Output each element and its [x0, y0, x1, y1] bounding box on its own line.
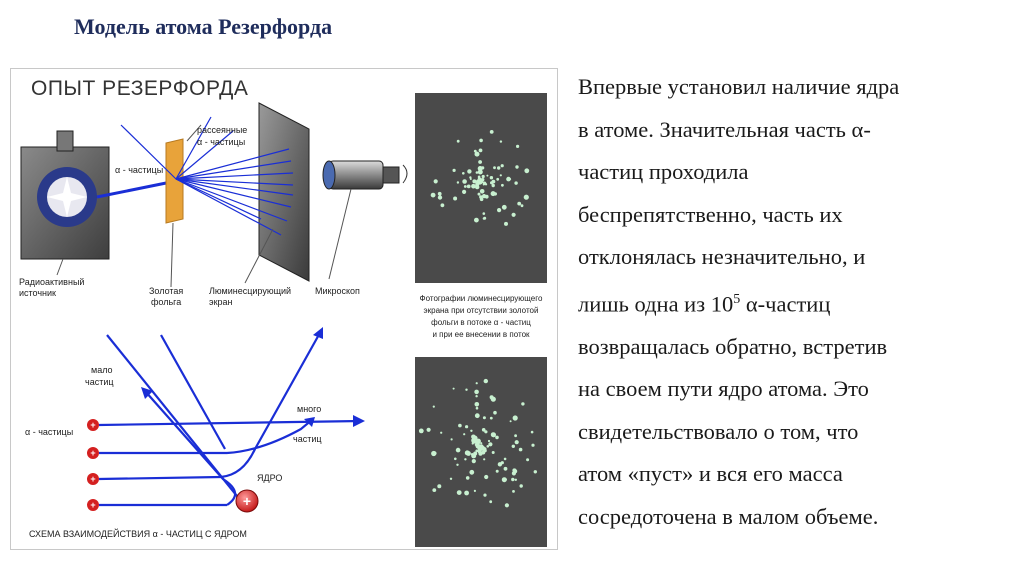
- scintillation-dot: [494, 192, 497, 195]
- scintillation-dot: [497, 166, 500, 169]
- scintillation-dot: [479, 195, 483, 199]
- scintillation-dot: [464, 185, 467, 188]
- label-alpha-beam: α - частицы: [115, 165, 164, 175]
- scintillation-dot: [512, 468, 516, 472]
- label-few-1: мало: [91, 365, 113, 375]
- scintillation-dot: [480, 446, 485, 451]
- scintillation-dot: [478, 160, 482, 164]
- label-foil-1: Золотая: [149, 286, 184, 296]
- scintillation-dot: [483, 217, 486, 220]
- scintillation-dot: [517, 202, 521, 206]
- scintillation-dot: [512, 213, 516, 217]
- label-screen-1: Люминесцирующий: [209, 286, 292, 296]
- scintillation-dot: [500, 140, 502, 142]
- scintillation-dot: [493, 411, 497, 415]
- scheme-caption: СХЕМА ВЗАИМОДЕЙСТВИЯ α - ЧАСТИЦ С ЯДРОМ: [29, 529, 247, 539]
- scintillation-dot: [450, 478, 452, 480]
- photo-caption-3: фольги в потоке α - частиц: [431, 318, 531, 327]
- scintillation-dot: [524, 195, 529, 200]
- scintillation-dot: [472, 439, 477, 444]
- scintillation-dot: [519, 448, 523, 452]
- scintillation-dot: [478, 176, 481, 179]
- scintillation-dot: [498, 462, 502, 466]
- scintillation-dot: [475, 152, 480, 157]
- text-line: на своем пути ядро атома. Это: [578, 376, 869, 401]
- scintillation-dot: [484, 475, 488, 479]
- scintillation-dot: [453, 388, 455, 390]
- scintillation-dot: [504, 467, 508, 471]
- scintillation-dot: [515, 440, 519, 444]
- scintillation-dot: [434, 179, 438, 183]
- scintillation-dot: [492, 184, 495, 187]
- scintillation-dot: [465, 389, 467, 391]
- nucleus-plus: +: [242, 493, 252, 509]
- plus-1: +: [90, 420, 96, 430]
- plus-4: +: [90, 500, 96, 510]
- text-line: беспрепятственно, часть их: [578, 201, 843, 227]
- scintillation-dot: [488, 442, 492, 446]
- label-many-1: много: [297, 404, 322, 414]
- scintillation-dot: [481, 178, 484, 181]
- scintillation-dot: [526, 458, 529, 461]
- scintillation-dot: [453, 169, 456, 172]
- scintillation-dot: [509, 178, 511, 180]
- scintillation-dot: [483, 458, 485, 460]
- scintillation-dot: [483, 212, 486, 215]
- text-fragment: лишь одна из 10: [578, 291, 734, 316]
- scintillation-dot: [431, 193, 436, 198]
- scintillation-dot: [495, 436, 499, 440]
- scintillation-dot: [521, 402, 524, 405]
- scintillation-dot: [504, 458, 507, 461]
- scintillation-dot: [534, 470, 537, 473]
- scintillation-dot: [483, 416, 486, 419]
- scintillation-dot: [438, 192, 442, 196]
- scintillation-dot: [457, 490, 462, 495]
- scintillation-dot: [466, 476, 470, 480]
- text-line: отклонялась незначительно, и: [578, 244, 866, 269]
- scintillation-dot: [493, 166, 496, 169]
- scintillation-dot: [521, 204, 524, 207]
- scintillation-dot: [464, 458, 466, 460]
- scintillation-dot: [482, 428, 486, 432]
- scintillation-dot: [504, 222, 508, 226]
- scintillation-dot: [451, 438, 453, 440]
- scintillation-dot: [512, 490, 515, 493]
- scintillation-dot: [474, 490, 476, 492]
- scintillation-dot: [471, 184, 476, 189]
- scintillation-dot: [515, 165, 518, 168]
- scintillation-dot: [502, 205, 507, 210]
- scintillation-dot: [457, 181, 459, 183]
- scintillation-dot: [419, 429, 424, 434]
- scintillation-dot: [457, 140, 460, 143]
- plus-2: +: [90, 448, 96, 458]
- scintillation-dot: [456, 464, 458, 466]
- scintillation-dot: [467, 185, 471, 189]
- scintillation-dot: [520, 484, 523, 487]
- rutherford-experiment-figure: [10, 68, 558, 550]
- scintillation-dot: [512, 445, 515, 448]
- label-scattered-1: рассеянные: [197, 125, 248, 135]
- scintillation-dot: [490, 417, 493, 420]
- scintillation-dot: [479, 149, 483, 153]
- interaction-scheme: [99, 331, 361, 505]
- text-line-powers: [578, 279, 1008, 326]
- scintillation-dot: [496, 178, 499, 181]
- scintillation-dot: [454, 458, 457, 461]
- scintillation-dot: [491, 397, 496, 402]
- photo-caption-1: Фотографии люминесцирующего: [419, 294, 543, 303]
- scintillation-dot: [458, 424, 462, 428]
- scintillation-dot: [514, 434, 517, 437]
- text-line: сосредоточена в малом объеме.: [578, 503, 879, 529]
- scintillation-dot: [490, 176, 493, 179]
- scintillation-dot: [490, 130, 494, 134]
- scintillation-dot: [482, 175, 485, 178]
- body-text: [578, 66, 1008, 538]
- text-line: свидетельствовало о том, что: [578, 418, 859, 444]
- text-line: Впервые установил наличие ядра: [578, 74, 900, 99]
- scintillation-dot: [492, 180, 496, 184]
- scintillation-dot: [476, 407, 479, 410]
- scintillation-dot: [466, 451, 471, 456]
- scintillation-dot: [472, 459, 476, 463]
- scintillation-dot: [456, 448, 461, 453]
- label-microscope: Микроскоп: [315, 286, 360, 296]
- scintillation-dot: [462, 172, 465, 175]
- radioactive-source: [21, 131, 109, 259]
- scintillation-dot: [501, 184, 504, 187]
- scintillation-dot: [478, 193, 481, 196]
- scintillation-dot: [488, 440, 490, 442]
- label-nucleus: ЯДРО: [257, 473, 283, 483]
- scintillation-dot: [432, 488, 436, 492]
- scintillation-dot: [491, 432, 496, 437]
- label-source-2: источник: [19, 288, 56, 298]
- scintillation-dot: [462, 190, 466, 194]
- scintillation-dot: [474, 390, 479, 395]
- scintillation-dot: [486, 175, 488, 177]
- scintillation-dot: [476, 171, 479, 174]
- scintillation-dot: [478, 166, 483, 171]
- scintillation-dot: [531, 444, 534, 447]
- label-screen-2: экран: [209, 297, 233, 307]
- scintillation-dot: [484, 379, 488, 383]
- scintillation-dot: [475, 185, 479, 189]
- scintillation-dot: [505, 479, 507, 481]
- scintillation-dot: [511, 478, 514, 481]
- scintillation-dot: [516, 145, 519, 148]
- photo-caption-4: и при ее внесении в поток: [432, 330, 530, 339]
- scintillation-dot: [462, 179, 467, 184]
- scintillation-dot: [478, 442, 480, 444]
- text-fragment: α-частиц: [740, 291, 831, 316]
- photo-caption-2: экрана при отсутствии золотой: [423, 306, 539, 315]
- scintillation-dot: [463, 433, 465, 435]
- scintillation-dot: [510, 420, 512, 422]
- scintillation-dot: [475, 413, 480, 418]
- label-source-1: Радиоактивный: [19, 277, 85, 287]
- scintillation-dot: [531, 431, 534, 434]
- scintillation-dot: [489, 500, 492, 503]
- scintillation-dot: [475, 402, 480, 407]
- scintillation-dot: [464, 491, 469, 496]
- scintillation-dot: [469, 470, 474, 475]
- slide-title: Модель атома Резерфорда: [74, 14, 333, 39]
- scintillation-dot: [470, 178, 472, 180]
- experiment-diagram: [11, 69, 557, 549]
- photo-without-foil: [415, 93, 547, 283]
- text-line: частиц проходила: [578, 159, 749, 184]
- scintillation-dot: [500, 174, 502, 176]
- scintillation-dot: [497, 208, 501, 212]
- scintillation-dot: [467, 169, 471, 173]
- scintillation-dot: [514, 181, 517, 184]
- scintillation-dot: [483, 494, 486, 497]
- scintillation-dot: [485, 183, 487, 185]
- scintillation-dot: [482, 195, 484, 197]
- plus-3: +: [90, 474, 96, 484]
- scintillation-dot: [427, 428, 431, 432]
- scintillation-dot: [492, 451, 495, 454]
- scintillation-dot: [441, 203, 445, 207]
- scintillation-dot: [465, 425, 468, 428]
- scintillation-dot: [479, 139, 483, 143]
- text-line: атом «пуст» и вся его масса: [578, 461, 843, 486]
- scintillation-dot: [505, 503, 509, 507]
- scintillation-dot: [470, 430, 472, 432]
- scintillation-dot: [438, 195, 442, 199]
- label-foil-2: фольга: [151, 297, 182, 307]
- text-line: возвращалась обратно, встретив: [578, 333, 888, 359]
- figure-heading: ОПЫТ РЕЗЕРФОРДА: [31, 77, 249, 100]
- scintillation-dot: [472, 179, 476, 183]
- text-line: в атоме. Значительная часть α-: [578, 116, 871, 142]
- label-many-2: частиц: [293, 434, 322, 444]
- luminescent-screen: [259, 103, 309, 281]
- scintillation-dot: [496, 470, 499, 473]
- microscope: [323, 161, 407, 189]
- scintillation-dot: [437, 484, 441, 488]
- scintillation-dot: [440, 432, 442, 434]
- scintillation-dot: [480, 189, 485, 194]
- scintillation-dot: [476, 382, 478, 384]
- exponent: 5: [733, 291, 741, 307]
- scintillation-dot: [474, 218, 479, 223]
- scintillation-dot: [473, 452, 477, 456]
- label-scattered-2: α - частицы: [197, 137, 246, 147]
- scintillation-dot: [501, 164, 504, 167]
- scintillation-dot: [453, 197, 457, 201]
- scintillation-dot: [524, 168, 529, 173]
- scintillation-dot: [433, 406, 435, 408]
- scintillation-dot: [431, 451, 436, 456]
- label-few-2: частиц: [85, 377, 114, 387]
- alpha-particles-markers: [87, 419, 99, 511]
- scintillation-dot: [513, 415, 518, 420]
- scintillation-dot: [475, 395, 477, 397]
- label-alpha-particles: α - частицы: [25, 427, 74, 437]
- scintillation-dot: [515, 479, 517, 481]
